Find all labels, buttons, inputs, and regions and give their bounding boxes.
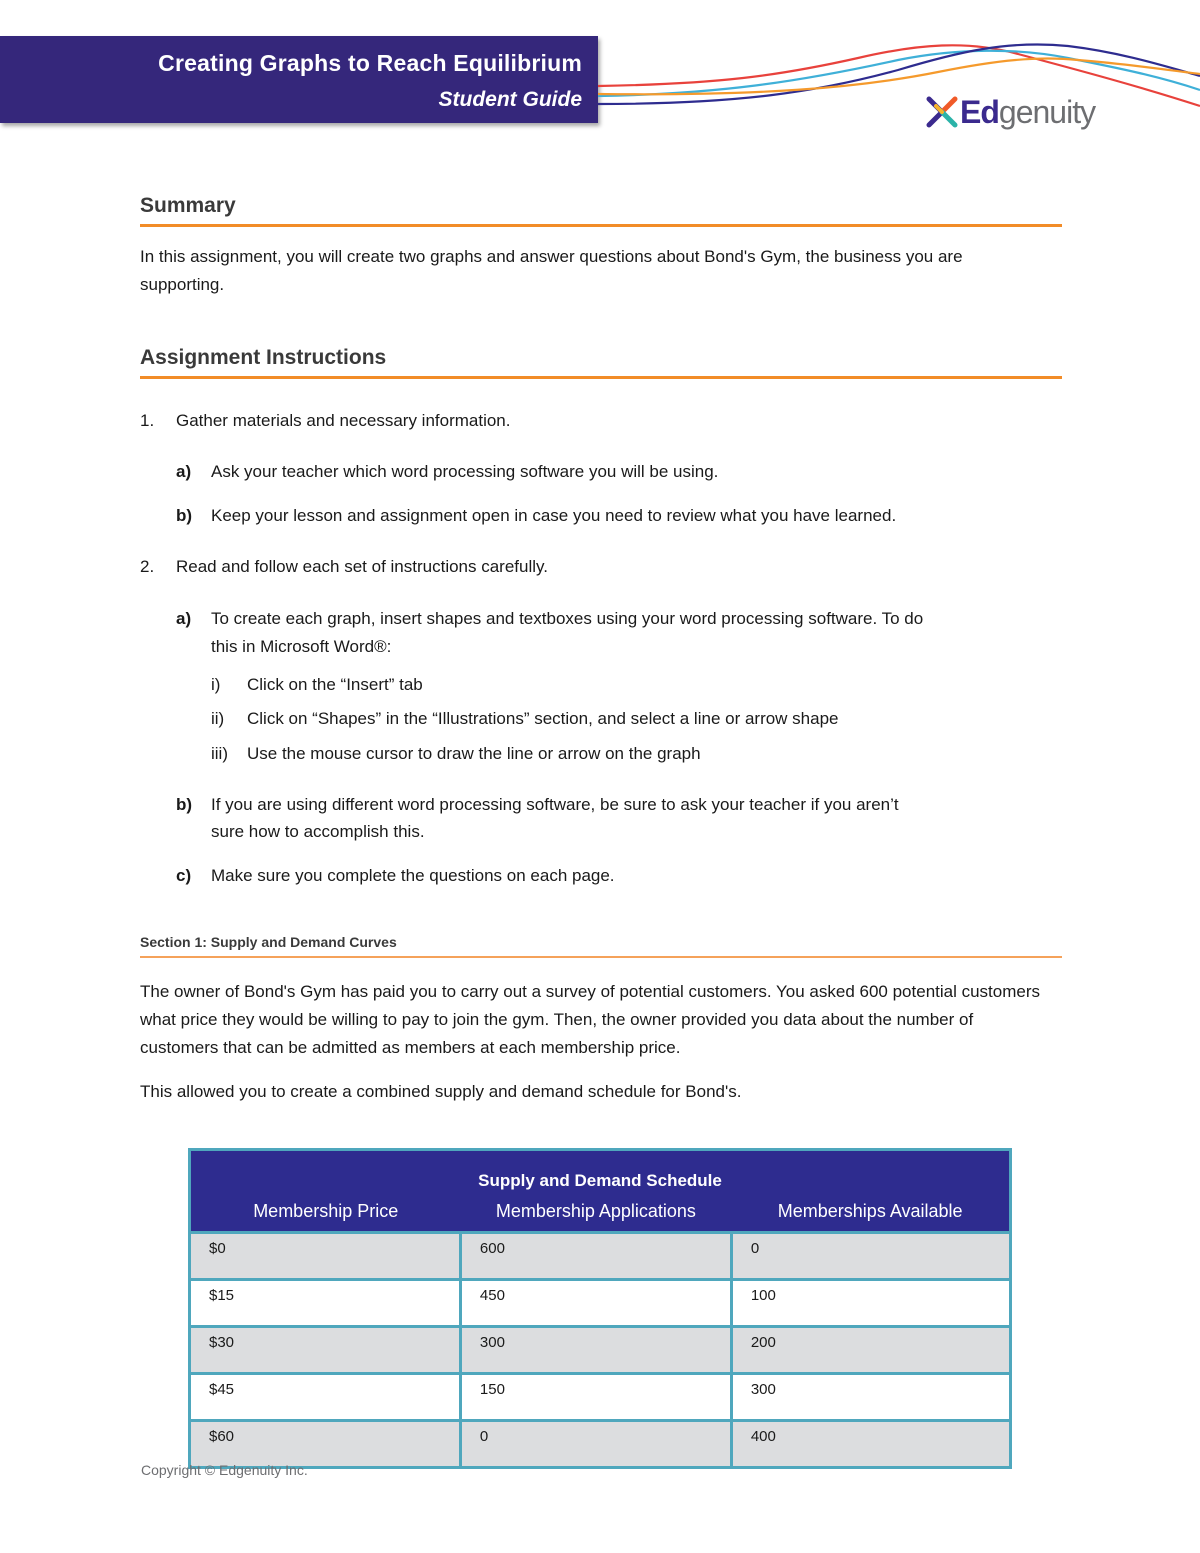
applications-cell: 0 xyxy=(460,1421,731,1468)
table-row xyxy=(190,1374,1011,1421)
instruction-item-2b-line2 xyxy=(211,818,425,846)
logo-text-light: genuity xyxy=(998,93,1096,130)
column-header: Membership Applications xyxy=(460,1191,731,1233)
price-cell: $45 xyxy=(190,1374,461,1421)
applications-cell: 450 xyxy=(460,1280,731,1327)
step-label: i) xyxy=(211,675,221,694)
step-text: Click on “Shapes” in the “Illustrations” section, and select a line or arrow shape xyxy=(247,709,839,728)
section1 xyxy=(140,934,1062,1106)
item-number: 2. xyxy=(140,557,155,576)
item-text: Ask your teacher which word processing software you will be using. xyxy=(211,462,719,481)
item-text: Make sure you complete the questions on each page. xyxy=(211,866,615,885)
summary-text: In this assignment, you will create two graphs and answer questions about Bond's Gym, the business you are supporting. xyxy=(140,247,963,294)
price-cell: $60 xyxy=(190,1421,461,1468)
item-text-line1: To create each graph, insert shapes and textboxes using your word processing software. To do xyxy=(211,609,924,628)
document-subtitle: Student Guide xyxy=(438,88,582,111)
summary-heading: Summary xyxy=(140,194,1062,227)
table-row xyxy=(190,1233,1011,1280)
item-label: b) xyxy=(176,506,193,525)
available-cell: 400 xyxy=(731,1421,1010,1468)
item-text: Keep your lesson and assignment open in case you need to review what you have learned. xyxy=(211,506,897,525)
price-cell: $0 xyxy=(190,1233,461,1280)
applications-cell: 600 xyxy=(460,1233,731,1280)
table-title: Supply and Demand Schedule xyxy=(190,1150,1011,1192)
item-label: c) xyxy=(176,866,192,885)
item-label: b) xyxy=(176,795,193,814)
step-label: iii) xyxy=(211,744,228,763)
item-text-line2: this in Microsoft Word®: xyxy=(211,637,392,656)
price-cell: $15 xyxy=(190,1280,461,1327)
applications-cell: 150 xyxy=(460,1374,731,1421)
decorative-waves-icon xyxy=(598,36,1200,116)
copyright-footer: Copyright © Edgenuity Inc. xyxy=(141,1462,308,1478)
applications-cell: 300 xyxy=(460,1327,731,1374)
table-row xyxy=(190,1421,1011,1468)
column-header: Memberships Available xyxy=(731,1191,1010,1233)
header-banner xyxy=(0,36,598,123)
table-row xyxy=(190,1327,1011,1374)
instructions-heading: Assignment Instructions xyxy=(140,346,1062,379)
item-text-line2: sure how to accomplish this. xyxy=(211,822,425,841)
available-cell: 300 xyxy=(731,1374,1010,1421)
document-title: Creating Graphs to Reach Equilibrium xyxy=(158,50,582,76)
available-cell: 0 xyxy=(731,1233,1010,1280)
price-cell: $30 xyxy=(190,1327,461,1374)
logo-text-bold: Ed xyxy=(960,93,999,130)
edgenuity-x-icon xyxy=(926,96,958,128)
step-text: Use the mouse cursor to draw the line or arrow on the graph xyxy=(247,744,701,763)
instructions-section xyxy=(140,346,1062,379)
table-row xyxy=(190,1280,1011,1327)
supply-demand-table xyxy=(188,1148,1012,1469)
item-label: a) xyxy=(176,609,192,628)
column-header: Membership Price xyxy=(190,1191,461,1233)
item-text: Gather materials and necessary information. xyxy=(176,411,511,430)
step-text: Click on the “Insert” tab xyxy=(247,675,423,694)
available-cell: 200 xyxy=(731,1327,1010,1374)
section1-paragraph-2: This allowed you to create a combined supply and demand schedule for Bond's. xyxy=(140,1082,742,1101)
edgenuity-logo xyxy=(926,92,1095,132)
item-label: a) xyxy=(176,462,192,481)
item-text-line1: If you are using different word processing software, be sure to ask your teacher if you aren’t xyxy=(211,795,899,814)
item-number: 1. xyxy=(140,411,155,430)
item-text: Read and follow each set of instructions carefully. xyxy=(176,557,548,576)
section1-paragraph: The owner of Bond's Gym has paid you to carry out a survey of potential customers. You asked 600 potential customers what price they would be willing to pay to join the gym. Then, the owner provided you data about the number of customers that can be admitted as members at each membership price. xyxy=(140,982,1041,1057)
summary-section xyxy=(140,194,1062,299)
available-cell: 100 xyxy=(731,1280,1010,1327)
instruction-item-2a-line2 xyxy=(211,633,391,661)
step-label: ii) xyxy=(211,709,225,728)
section1-heading: Section 1: Supply and Demand Curves xyxy=(140,934,1062,958)
